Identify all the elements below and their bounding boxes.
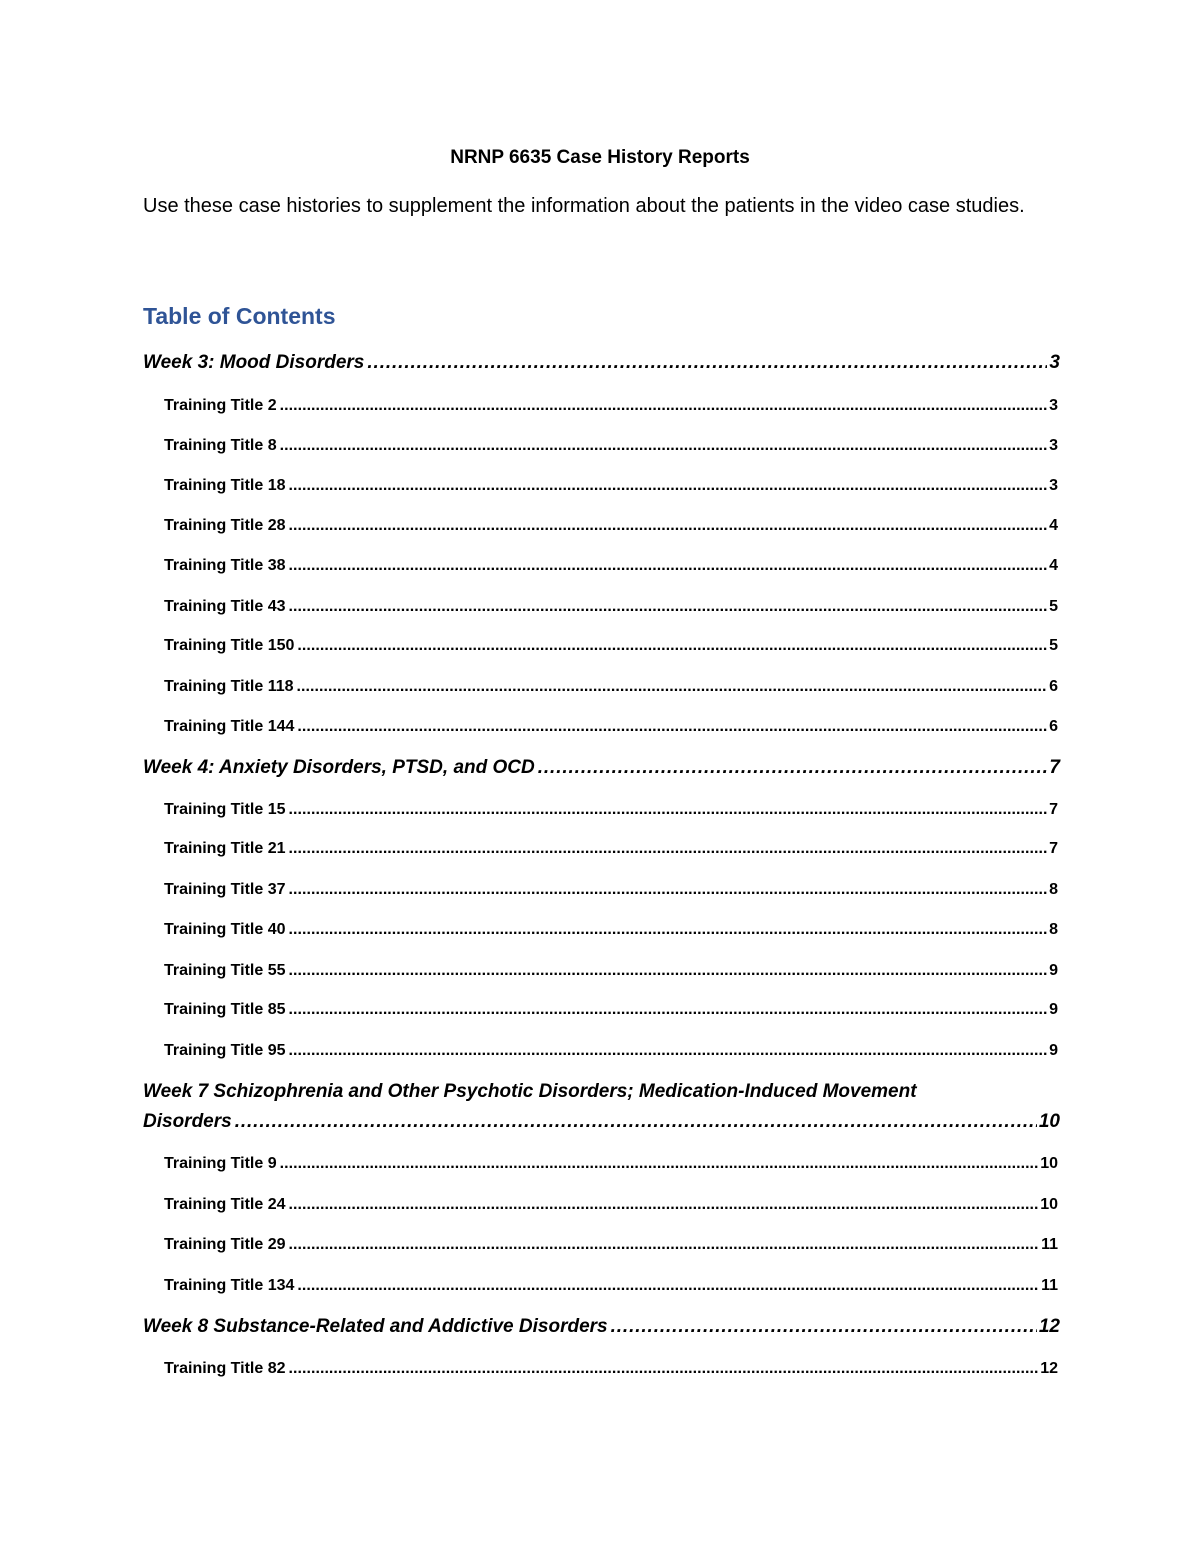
- dot-leader: [289, 1234, 1040, 1256]
- toc-entry-training-85[interactable]: [164, 999, 1058, 1021]
- dot-leader: [297, 716, 1047, 738]
- toc-page-number: 4: [1049, 557, 1058, 574]
- toc-page-number: 12: [1038, 1316, 1060, 1337]
- toc-page-number: 9: [1049, 1001, 1058, 1018]
- dot-leader: [280, 395, 1047, 417]
- toc-heading: Table of Contents: [143, 303, 336, 329]
- toc-entry-training-95[interactable]: [164, 1040, 1058, 1062]
- toc-entry-label: Training Title 55: [164, 962, 286, 979]
- toc-entry-label: Training Title 24: [164, 1196, 286, 1213]
- toc-entry-label: Training Title 15: [164, 801, 286, 818]
- dot-leader: [297, 1275, 1039, 1297]
- dot-leader: [297, 676, 1048, 698]
- toc-entry-label: Training Title 118: [164, 678, 294, 695]
- dot-leader: [289, 1194, 1039, 1216]
- toc-page-number: 6: [1049, 718, 1058, 735]
- toc-page-number: 6: [1049, 678, 1058, 695]
- toc-page-number: 11: [1041, 1236, 1058, 1253]
- dot-leader: [280, 1153, 1039, 1175]
- toc-entry-label: Training Title 29: [164, 1236, 286, 1253]
- toc-entry-label: Training Title 18: [164, 477, 286, 494]
- toc-entry-label: Training Title 28: [164, 517, 286, 534]
- dot-leader: [538, 755, 1048, 781]
- toc-entry-label: Week 3: Mood Disorders: [143, 352, 365, 373]
- toc-entry-week8[interactable]: [143, 1314, 1060, 1340]
- toc-entry-training-18[interactable]: [164, 475, 1058, 497]
- toc-entry-week7[interactable]: [143, 1077, 1060, 1137]
- toc-entry-label: Training Title 38: [164, 557, 286, 574]
- toc-page-number: 3: [1049, 397, 1058, 414]
- toc-entry-training-118[interactable]: [164, 676, 1058, 698]
- dot-leader: [289, 999, 1048, 1021]
- toc-entry-label: Week 8 Substance-Related and Addictive Disorders: [143, 1316, 608, 1337]
- toc-entry-training-28[interactable]: [164, 515, 1058, 537]
- toc-entry-training-55[interactable]: [164, 960, 1058, 982]
- dot-leader: [289, 475, 1048, 497]
- toc-entry-week4[interactable]: [143, 755, 1060, 781]
- toc-entry-training-150[interactable]: [164, 635, 1058, 657]
- toc-entry-label: Training Title 95: [164, 1042, 286, 1059]
- toc-entry-training-82[interactable]: [164, 1358, 1058, 1380]
- toc-entry-label: Training Title 134: [164, 1277, 295, 1294]
- intro-paragraph: Use these case histories to supplement the information about the patients in the video case studies.: [143, 195, 1025, 217]
- toc-page-number: 10: [1040, 1155, 1058, 1172]
- dot-leader: [280, 435, 1047, 457]
- toc-page-number: 4: [1049, 517, 1058, 534]
- toc-entry-label: Training Title 37: [164, 881, 286, 898]
- toc-entry-label: Training Title 2: [164, 397, 277, 414]
- toc-page-number: 3: [1049, 477, 1058, 494]
- toc-page-number: 7: [1049, 757, 1060, 778]
- dot-leader: [289, 596, 1048, 618]
- toc-entry-label-continued: Disorders: [143, 1111, 232, 1132]
- dot-leader: [289, 1358, 1039, 1380]
- dot-leader: [289, 879, 1048, 901]
- toc-page-number: 8: [1049, 921, 1058, 938]
- toc-page-number: 9: [1049, 962, 1058, 979]
- toc-entry-training-144[interactable]: [164, 716, 1058, 738]
- dot-leader: [611, 1314, 1037, 1340]
- dot-leader: [235, 1107, 1037, 1137]
- toc-page-number: 3: [1049, 437, 1058, 454]
- toc-page-number: 3: [1049, 352, 1060, 373]
- toc-entry-training-43[interactable]: [164, 596, 1058, 618]
- toc-page-number: 10: [1038, 1111, 1060, 1132]
- dot-leader: [367, 350, 1047, 376]
- toc-entry-training-8[interactable]: [164, 435, 1058, 457]
- toc-page-number: 8: [1049, 881, 1058, 898]
- toc-entry-label: Week 7 Schizophrenia and Other Psychotic Disorders; Medication-Induced Movement: [143, 1081, 917, 1102]
- toc-entry-label: Training Title 9: [164, 1155, 277, 1172]
- toc-entry-label: Training Title 43: [164, 598, 286, 615]
- dot-leader: [289, 799, 1048, 821]
- toc-entry-label: Training Title 82: [164, 1360, 286, 1377]
- toc-page-number: 10: [1040, 1196, 1058, 1213]
- dot-leader: [289, 838, 1048, 860]
- toc-entry-label: Training Title 8: [164, 437, 277, 454]
- toc-entry-label: Week 4: Anxiety Disorders, PTSD, and OCD: [143, 757, 535, 778]
- toc-entry-training-21[interactable]: [164, 838, 1058, 860]
- dot-leader: [297, 635, 1047, 657]
- dot-leader: [289, 1040, 1048, 1062]
- toc-page-number: 7: [1049, 801, 1058, 818]
- toc-page-number: 5: [1049, 637, 1058, 654]
- toc-entry-training-38[interactable]: [164, 555, 1058, 577]
- toc-page-number: 12: [1040, 1360, 1058, 1377]
- dot-leader: [289, 919, 1048, 941]
- toc-entry-training-24[interactable]: [164, 1194, 1058, 1216]
- toc-entry-training-29[interactable]: [164, 1234, 1058, 1256]
- toc-entry-label: Training Title 144: [164, 718, 295, 735]
- toc-entry-label: Training Title 150: [164, 637, 295, 654]
- toc-entry-training-37[interactable]: [164, 879, 1058, 901]
- toc-entry-label: Training Title 40: [164, 921, 286, 938]
- dot-leader: [289, 555, 1048, 577]
- document-title: NRNP 6635 Case History Reports: [450, 147, 750, 168]
- toc-entry-label: Training Title 21: [164, 840, 286, 857]
- toc-page-number: 11: [1041, 1277, 1058, 1294]
- toc-entry-training-134[interactable]: [164, 1275, 1058, 1297]
- toc-page-number: 5: [1049, 598, 1058, 615]
- dot-leader: [289, 515, 1048, 537]
- toc-entry-training-2[interactable]: [164, 395, 1058, 417]
- toc-entry-training-40[interactable]: [164, 919, 1058, 941]
- toc-entry-week3[interactable]: [143, 350, 1060, 376]
- toc-page-number: 9: [1049, 1042, 1058, 1059]
- toc-entry-training-15[interactable]: [164, 799, 1058, 821]
- dot-leader: [289, 960, 1048, 982]
- toc-page-number: 7: [1049, 840, 1058, 857]
- toc-entry-label: Training Title 85: [164, 1001, 286, 1018]
- toc-entry-training-9[interactable]: [164, 1153, 1058, 1175]
